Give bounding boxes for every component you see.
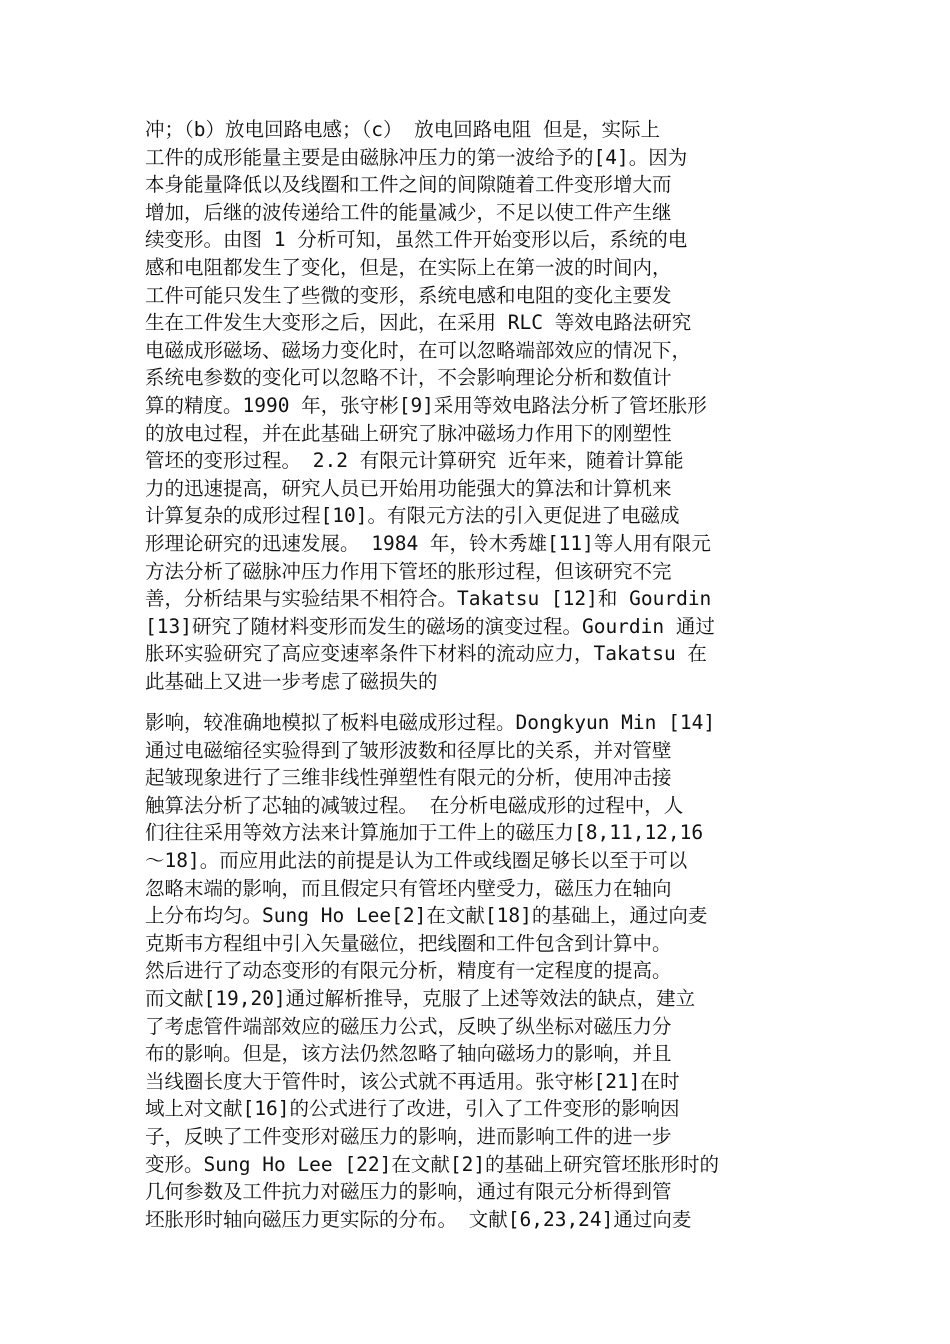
text-line: 感和电阻都发生了变化，但是，在实际上在第一波的时间内， bbox=[145, 255, 672, 279]
text-line: 了考虑管件端部效应的磁压力公式，反映了纵坐标对磁压力分 bbox=[145, 1014, 672, 1038]
text-line: 变形。Sung Ho Lee [22]在文献[2]的基础上研究管坯胀形时的 bbox=[145, 1152, 720, 1176]
text-line: 工件可能只发生了些微的变形，系统电感和电阻的变化主要发 bbox=[145, 283, 672, 307]
text-line: 此基础上又进一步考虑了磁损失的 bbox=[145, 669, 438, 693]
text-line: 计算复杂的成形过程[10]。有限元方法的引入更促进了电磁成 bbox=[145, 504, 680, 528]
text-line: 几何参数及工件抗力对磁压力的影响，通过有限元分析得到管 bbox=[145, 1180, 672, 1204]
text-line: [13]研究了随材料变形而发生的磁场的演变过程。Gourdin 通过 bbox=[145, 614, 715, 638]
text-line: 形理论研究的迅速发展。 1984 年，铃木秀雄[11]等人用有限元 bbox=[145, 531, 711, 555]
text-line: 域上对文献[16]的公式进行了改进，引入了工件变形的影响因 bbox=[145, 1097, 680, 1121]
text-line: 本身能量降低以及线圈和工件之间的间隙随着工件变形增大而 bbox=[145, 173, 672, 197]
text-line: 电磁成形磁场、磁场力变化时，在可以忽略端部效应的情况下， bbox=[145, 338, 692, 362]
text-line: 系统电参数的变化可以忽略不计，不会影响理论分析和数值计 bbox=[145, 366, 672, 390]
text-line: ～18]。而应用此法的前提是认为工件或线圈足够长以至于可以 bbox=[145, 848, 688, 872]
text-line: 增加，后继的波传递给工件的能量减少，不足以使工件产生继 bbox=[145, 200, 672, 224]
text-line: 续变形。由图 1 分析可知，虽然工件开始变形以后，系统的电 bbox=[145, 228, 688, 252]
text-line: 冲；（b）放电回路电感；（c） 放电回路电阻 但是，实际上 bbox=[145, 118, 660, 141]
text-line: 坯胀形时轴向磁压力更实际的分布。 文献[6,23,24]通过向麦 bbox=[145, 1207, 692, 1231]
text-line: 起皱现象进行了三维非线性弹塑性有限元的分析，使用冲击接 bbox=[145, 766, 672, 790]
text-line: 忽略末端的影响，而且假定只有管坯内壁受力，磁压力在轴向 bbox=[145, 876, 672, 900]
text-line: 子，反映了工件变形对磁压力的影响，进而影响工件的进一步 bbox=[145, 1124, 672, 1148]
text-line: 克斯韦方程组中引入矢量磁位，把线圈和工件包含到计算中。 bbox=[145, 931, 672, 955]
text-line: 影响，较准确地模拟了板料电磁成形过程。Dongkyun Min [14] bbox=[145, 711, 716, 734]
text-line: 们往往采用等效方法来计算施加于工件上的磁压力[8,11,12,16 bbox=[145, 821, 704, 845]
text-line: 生在工件发生大变形之后，因此，在采用 RLC 等效电路法研究 bbox=[145, 311, 692, 335]
text-line: 胀环实验研究了高应变速率条件下材料的流动应力，Takatsu 在 bbox=[145, 642, 707, 666]
text-line: 当线圈长度大于管件时，该公式就不再适用。张守彬[21]在时 bbox=[145, 1069, 680, 1093]
text-line: 算的精度。1990 年，张守彬[9]采用等效电路法分析了管坯胀形 bbox=[145, 393, 707, 417]
text-line: 力的迅速提高，研究人员已开始用功能强大的算法和计算机来 bbox=[145, 476, 672, 500]
text-line: 管坯的变形过程。 2.2 有限元计算研究 近年来，随着计算能 bbox=[145, 449, 684, 473]
text-line: 工件的成形能量主要是由磁脉冲压力的第一波给予的[4]。因为 bbox=[145, 145, 688, 169]
paragraph-1 bbox=[145, 116, 815, 695]
text-line: 善，分析结果与实验结果不相符合。Takatsu [12]和 Gourdin bbox=[145, 587, 712, 611]
text-line: 然后进行了动态变形的有限元分析，精度有一定程度的提高。 bbox=[145, 959, 672, 983]
text-line: 的放电过程，并在此基础上研究了脉冲磁场力作用下的刚塑性 bbox=[145, 421, 672, 445]
text-line: 通过电磁缩径实验得到了皱形波数和径厚比的关系，并对管壁 bbox=[145, 738, 672, 762]
text-line: 方法分析了磁脉冲压力作用下管坯的胀形过程，但该研究不完 bbox=[145, 559, 672, 583]
text-line: 而文献[19,20]通过解析推导，克服了上述等效法的缺点，建立 bbox=[145, 986, 696, 1010]
text-line: 上分布均匀。Sung Ho Lee[2]在文献[18]的基础上，通过向麦 bbox=[145, 904, 708, 928]
text-line: 触算法分析了芯轴的减皱过程。 在分析电磁成形的过程中，人 bbox=[145, 793, 684, 817]
text-line: 布的影响。但是，该方法仍然忽略了轴向磁场力的影响，并且 bbox=[145, 1042, 672, 1066]
paragraph-2 bbox=[145, 709, 815, 1233]
